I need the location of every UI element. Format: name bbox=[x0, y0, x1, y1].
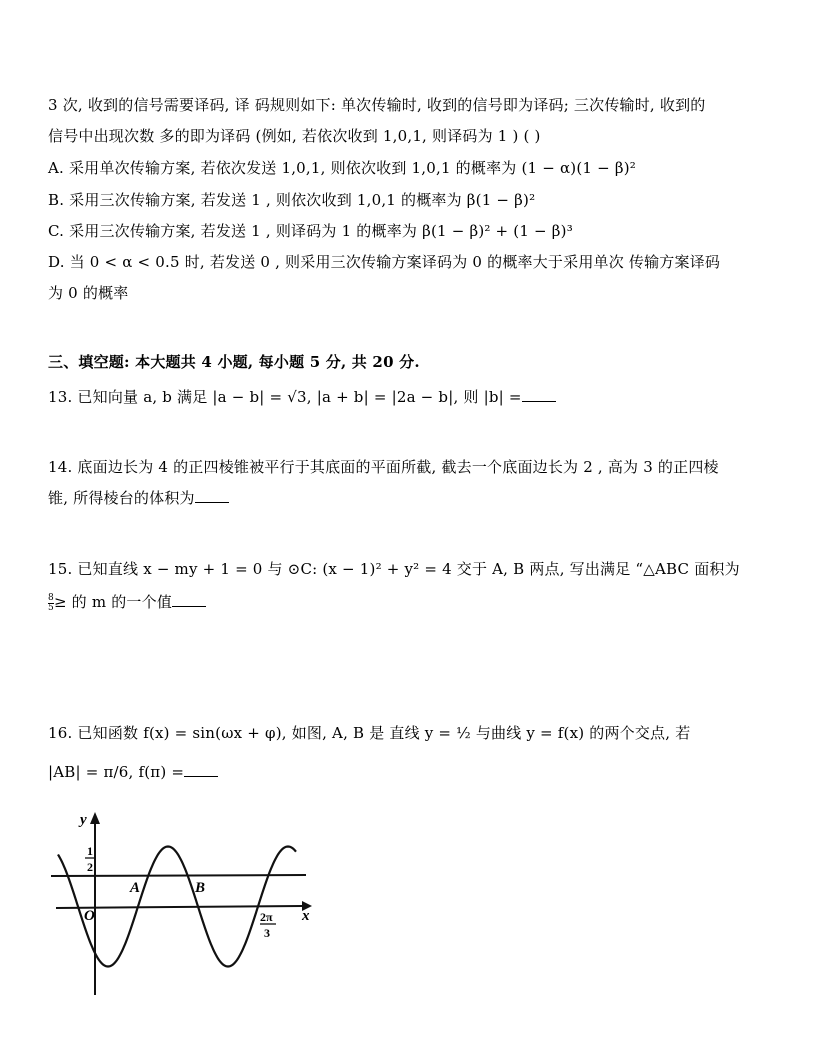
y-axis-arrow bbox=[90, 812, 100, 824]
q16-line-2 bbox=[48, 762, 218, 782]
q15-line-1: 15. 已知直线 x − my + 1 = 0 与 ⊙C: (x − 1)² + y² = 4 交于 A, B 两点, 写出满足 “△ABC 面积为 bbox=[48, 560, 740, 578]
answer-blank bbox=[522, 387, 556, 402]
origin-label: O bbox=[84, 908, 95, 924]
q16-text: |AB| = π/6, f(π) = bbox=[48, 763, 185, 781]
tick-numerator: 2π bbox=[260, 910, 273, 924]
q15-text: ≥ 的 m 的一个值 bbox=[53, 593, 173, 611]
q16-line-1: 16. 已知函数 f(x) = sin(ωx + φ), 如图, A, B 是 直线 y = ½ 与曲线 y = f(x) 的两个交点, 若 bbox=[48, 724, 691, 742]
q12-option-b: B. 采用三次传输方案, 若发送 1 , 则依次收到 1,0,1 的概率为 β(1 − β)² bbox=[48, 191, 536, 209]
q12-option-c: C. 采用三次传输方案, 若发送 1 , 则译码为 1 的概率为 β(1 − β)² + (1 − β)³ bbox=[48, 222, 573, 240]
denominator: 5 bbox=[48, 602, 54, 613]
half-denominator: 2 bbox=[87, 860, 93, 874]
q12-line-2: 信号中出现次数 多的即为译码 (例如, 若依次收到 1,0,1, 则译码为 1 ) ( ) bbox=[48, 127, 541, 145]
point-b-label: B bbox=[195, 880, 206, 896]
half-numerator: 1 bbox=[87, 844, 93, 858]
q14-line-1: 14. 底面边长为 4 的正四棱锥被平行于其底面的平面所截, 截去一个底面边长为 2 , 高为 3 的正四棱 bbox=[48, 458, 719, 476]
x-axis-label: x bbox=[302, 908, 310, 924]
answer-blank bbox=[184, 762, 218, 777]
y-axis-label: y bbox=[80, 812, 87, 828]
answer-blank bbox=[195, 488, 229, 503]
q12-option-d-line-2: 为 0 的概率 bbox=[48, 284, 129, 302]
q13 bbox=[48, 387, 556, 407]
point-a-label: A bbox=[130, 880, 141, 896]
q12-line-1: 3 次, 收到的信号需要译码, 译 码规则如下: 单次传输时, 收到的信号即为译码; 三次传输时, 收到的 bbox=[48, 96, 706, 114]
q14-text: 锥, 所得棱台的体积为 bbox=[48, 489, 195, 507]
q12-option-d-line-1: D. 当 0 < α < 0.5 时, 若发送 0 , 则采用三次传输方案译码为 0 的概率大于采用单次 传输方案译码 bbox=[48, 253, 721, 271]
sine-graph-figure bbox=[44, 800, 319, 995]
numerator: 8 bbox=[48, 592, 54, 603]
tick-denominator: 3 bbox=[264, 926, 270, 940]
q12-option-a: A. 采用单次传输方案, 若依次发送 1,0,1, 则依次收到 1,0,1 的概率为 (1 − α)(1 − β)² bbox=[48, 159, 636, 177]
q15-line-2 bbox=[48, 592, 206, 613]
q14-line-2 bbox=[48, 488, 229, 508]
answer-blank bbox=[172, 592, 206, 607]
q13-text: 13. 已知向量 a, b 满足 |a − b| = √3, |a + b| = |2a − b|, 则 |b| = bbox=[48, 388, 522, 406]
section-heading: 三、填空题: 本大题共 4 小题, 每小题 5 分, 共 20 分. bbox=[48, 353, 420, 371]
